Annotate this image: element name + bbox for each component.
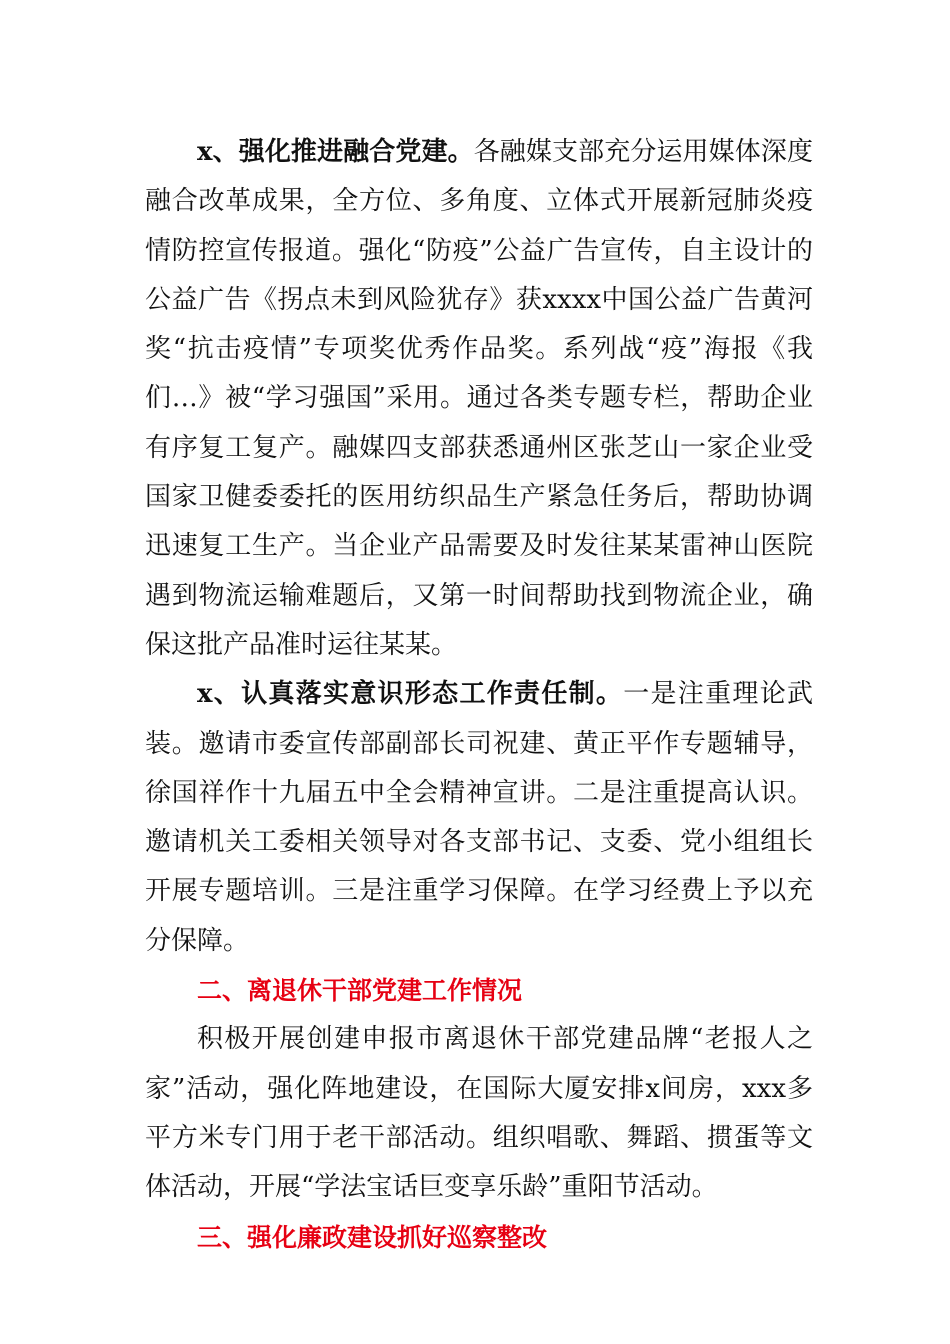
section-heading-retired-cadres: 二、离退休干部党建工作情况	[197, 976, 523, 1006]
document-body	[145, 128, 813, 1262]
paragraph-retired-cadres: 积极开展创建申报市离退休干部党建品牌“老报人之家”活动，强化阵地建设，在国际大厦安排x间房，xxx多平方米专门用于老干部活动。组织唱歌、舞蹈、掼蛋等文体活动，开展“学法宝话巨变享乐龄”重阳节活动。	[145, 1024, 813, 1203]
paragraph-text: 各融媒支部充分运用媒体深度融合改革成果，全方位、多角度、立体式开展新冠肺炎疫情防控宣传报道。强化“防疫”公益广告宣传，自主设计的公益广告《拐点未到风险犹存》获xxxx中国公益广告黄河奖“抗击疫情”专项奖优秀作品奖。系列战“疫”海报《我们…》被“学习强国”采用。通过各类专题专栏，帮助企业有序复工复产。融媒四支部获悉通州区张芝山一家企业受国家卫健委委托的医用纺织品生产紧急任务后，帮助协调迅速复工生产。当企业产品需要及时发往某某雷神山医院遇到物流运输难题后，又第一时间帮助找到物流企业，确保这批产品准时运往某某。	[145, 137, 813, 660]
paragraph-lead: x、强化推进融合党建。	[197, 137, 474, 167]
paragraph-ideology-responsibility	[145, 670, 813, 966]
paragraph-text: 一是注重理论武装。邀请市委宣传部副部长司祝建、黄正平作专题辅导，徐国祥作十九届五中全会精神宣讲。二是注重提高认识。邀请机关工委相关领导对各支部书记、支委、党小组组长开展专题培训。三是注重学习保障。在学习经费上予以充分保障。	[145, 679, 813, 956]
paragraph-lead: x、认真落实意识形态工作责任制。	[197, 679, 624, 710]
section-heading-integrity-inspection: 三、强化廉政建设抓好巡察整改	[197, 1222, 548, 1252]
paragraph-integrated-party-building	[145, 128, 813, 670]
